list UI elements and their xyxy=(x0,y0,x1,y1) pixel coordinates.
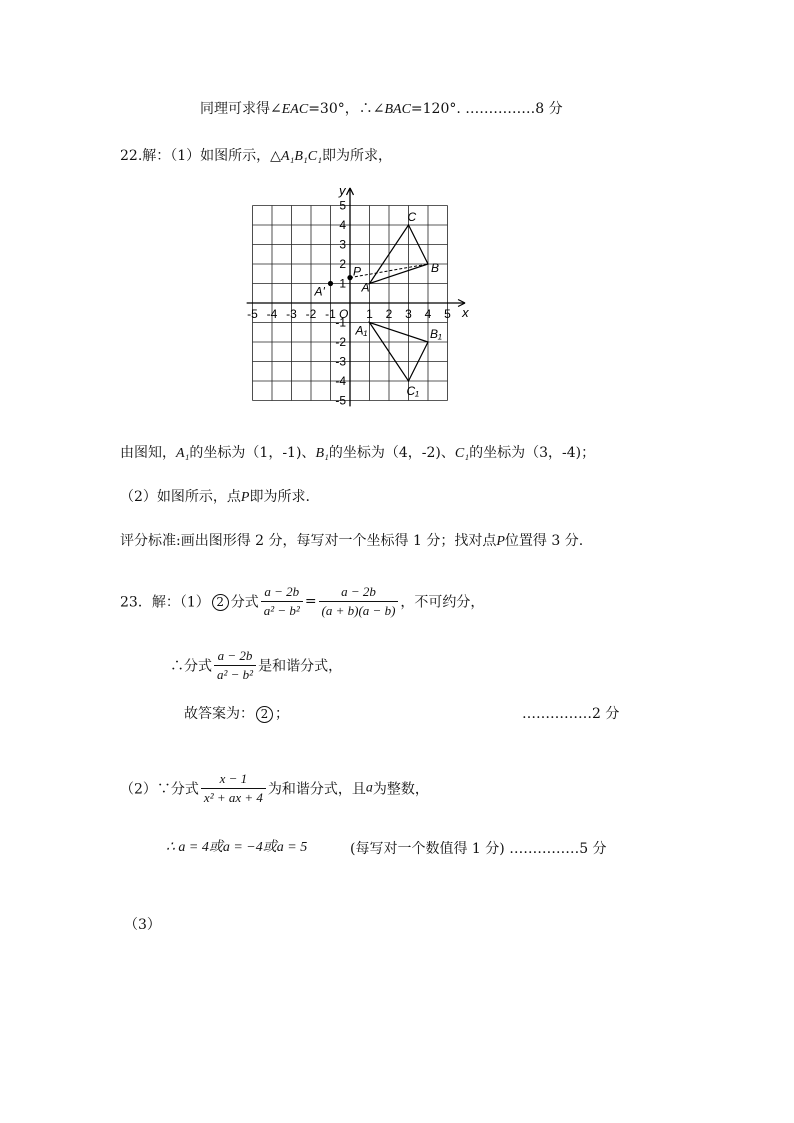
label-a1: A₁ xyxy=(355,323,368,338)
y-tick-label: -3 xyxy=(335,354,346,369)
triangle-a1b1c1 xyxy=(370,323,429,382)
x-tick-label: 5 xyxy=(444,307,451,321)
y-tick-label: 4 xyxy=(339,218,346,232)
y-tick-label: 2 xyxy=(339,257,346,271)
origin-label: O xyxy=(339,307,349,321)
y-tick-label: 3 xyxy=(339,237,346,252)
q22-intro: 22.解：（1）如图所示，△A₁B₁C₁即为所求， xyxy=(120,148,392,164)
circled-number: 2 xyxy=(256,706,273,723)
triangle-abc xyxy=(370,225,429,284)
q22-part2: （2）如图所示，点P即为所求. xyxy=(120,489,310,505)
q23-harmonic: ∴分式 $\frac{a - 2b}{\text{a² − b²}}$ 是和谐分式， xyxy=(170,648,343,682)
label-c1: C₁ xyxy=(406,384,419,398)
point-a-prime xyxy=(328,281,333,286)
label-a: A xyxy=(361,280,370,295)
q22-scoring: 评分标准:画出图形得 2 分，每写对一个坐标得 1 分；找对点P位置得 3 分. xyxy=(120,533,584,549)
coordinate-grid-figure xyxy=(244,180,476,412)
label-b: B xyxy=(431,261,440,275)
x-tick-label: 3 xyxy=(405,307,412,321)
q23-answer: 故答案为： 2 ； xyxy=(184,706,289,722)
y-tick-label: 1 xyxy=(339,276,346,291)
fraction: $\frac{a - 2b}{\text{a² − b²}}$ xyxy=(261,584,303,619)
y-axis-label: y xyxy=(339,182,346,198)
y-tick-label: -1 xyxy=(335,315,346,330)
q23-part2-result: ∴ a = 4或a = −4或a = 5 xyxy=(166,840,308,855)
x-tick-label: -2 xyxy=(305,307,317,321)
q23-part2-note: (每写对一个数值得 1 分) ……………5 分 xyxy=(350,841,607,857)
y-tick-label: 5 xyxy=(339,198,346,213)
q23-answer-score: ……………2 分 xyxy=(522,706,620,722)
q23-part3: （3） xyxy=(124,917,161,933)
x-tick-label: 2 xyxy=(385,307,393,321)
x-tick-label: -1 xyxy=(325,307,336,321)
x-tick-label: 4 xyxy=(424,307,432,321)
solution-line-eac: 同理可求得∠EAC=30°，∴∠BAC=120°. ……………8 分 xyxy=(200,101,563,117)
label-p: P xyxy=(353,264,362,279)
y-tick-label: -2 xyxy=(335,335,346,349)
point-p xyxy=(347,275,352,280)
y-tick-label: -5 xyxy=(335,393,346,408)
circled-number: 2 xyxy=(212,594,229,611)
x-tick-label: -3 xyxy=(286,307,297,321)
y-tick-label: -4 xyxy=(335,374,346,388)
x-tick-label: 1 xyxy=(366,307,373,321)
label-a-prime: A' xyxy=(314,284,325,299)
x-axis-label: x xyxy=(462,305,469,320)
label-b1: B₁ xyxy=(430,327,442,341)
label-c: C xyxy=(407,210,417,224)
x-tick-label: -5 xyxy=(247,307,258,321)
fraction: $\frac{a - 2b}{\text{a² − b²}}$ xyxy=(214,648,256,683)
fraction: $\frac{a - 2b}{(a + b)(a - b)}$ xyxy=(319,584,399,619)
x-tick-label: -4 xyxy=(266,307,278,321)
q22-coordinates: 由图知，A₁的坐标为（1，-1)、B₁的坐标为（4，-2)、C₁的坐标为（3，-4)； xyxy=(120,445,596,461)
fraction: $\frac{x - 1}{\text{x² + ax + 4}}$ xyxy=(201,771,266,806)
q23-part2: （2）∵分式 $\frac{x - 1}{\text{x² + ax + 4}}$ 为和谐分式，且a为整数， xyxy=(120,771,429,805)
q23-part1: 23．解：（1） 2 分式 $\frac{a - 2b}{\text{a² − b²}}$ = $\frac{a - 2b}{(a + b)(a - b)}$ ，不可约分， xyxy=(120,584,485,618)
